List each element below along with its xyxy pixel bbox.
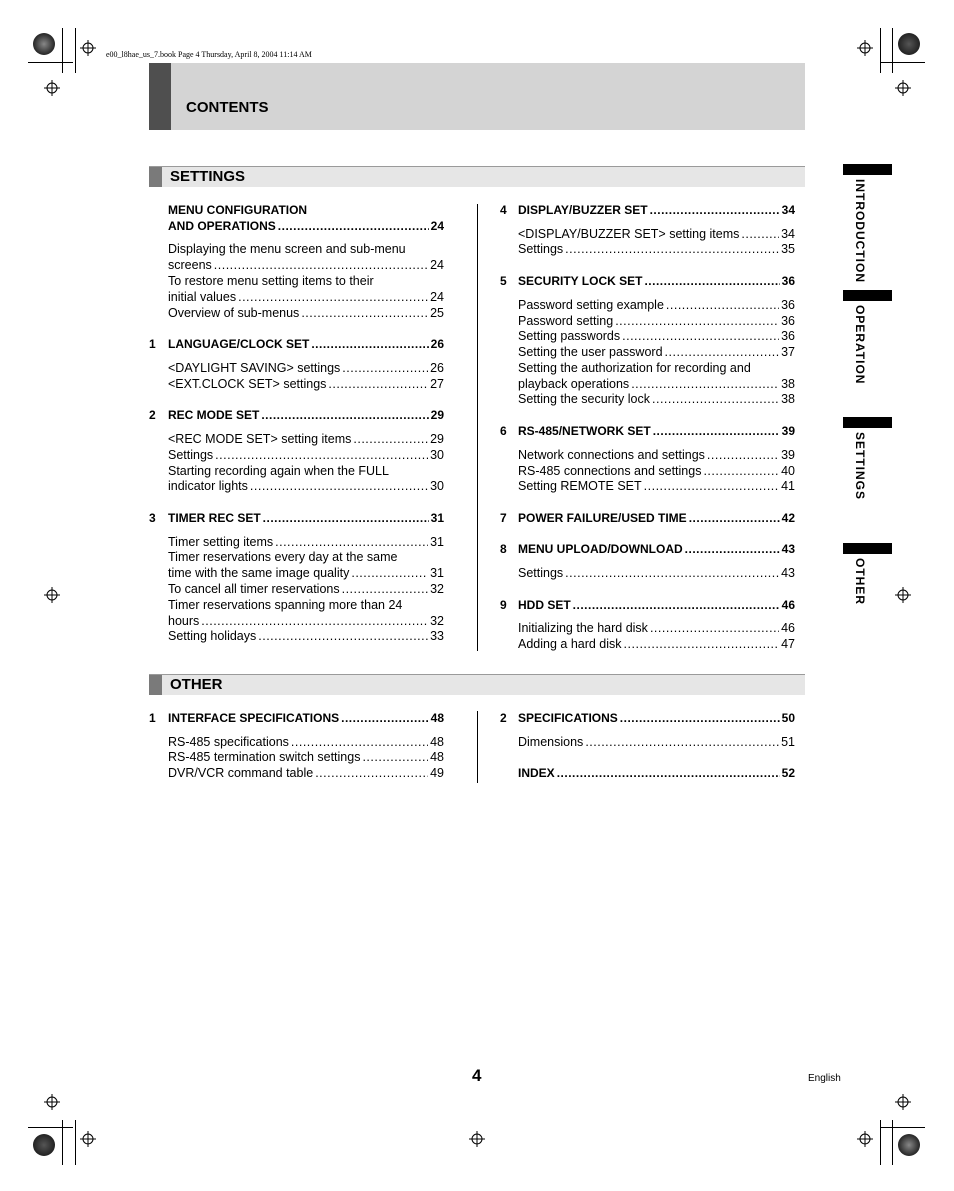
toc-page: 26 <box>430 361 444 375</box>
toc-leader <box>652 391 779 407</box>
toc-leader <box>301 305 428 321</box>
toc-item[interactable] <box>168 478 444 494</box>
toc-leader <box>275 534 428 550</box>
toc-page: 40 <box>781 464 795 478</box>
toc-leader <box>214 257 428 273</box>
chapter-number: 1 <box>149 337 156 351</box>
side-tab-marker <box>843 417 892 428</box>
toc-heading-specifications[interactable] <box>518 710 795 726</box>
crosshair-icon <box>895 80 911 96</box>
toc-item[interactable] <box>168 360 444 376</box>
toc-item[interactable]: Timer reservations every day at the same <box>168 550 398 564</box>
toc-item[interactable]: To restore menu setting items to their <box>168 274 374 288</box>
toc-text: hours <box>168 614 200 628</box>
toc-text: Setting REMOTE SET <box>518 479 642 493</box>
chapter-number: 8 <box>500 542 507 556</box>
toc-text: screens <box>168 258 212 272</box>
toc-page: 48 <box>430 735 444 749</box>
toc-page: 42 <box>781 511 795 525</box>
toc-page: 36 <box>781 274 795 288</box>
toc-text: Dimensions <box>518 735 584 749</box>
toc-page: 31 <box>430 511 444 525</box>
toc-text: Settings <box>168 448 214 462</box>
toc-text: SPECIFICATIONS <box>518 711 618 725</box>
toc-text: <DAYLIGHT SAVING> settings <box>168 361 341 375</box>
toc-heading-rs485-network[interactable] <box>518 423 795 439</box>
toc-leader <box>615 313 779 329</box>
toc-leader <box>644 273 779 289</box>
toc-text: TIMER REC SET <box>168 511 261 525</box>
section-bar-settings <box>149 166 805 187</box>
toc-leader <box>666 297 779 313</box>
toc-item[interactable]: Starting recording again when the FULL <box>168 464 389 478</box>
toc-text: <DISPLAY/BUZZER SET> setting items <box>518 227 740 241</box>
crosshair-icon <box>80 40 96 56</box>
toc-text: RS-485 specifications <box>168 735 289 749</box>
column-divider <box>477 711 478 783</box>
toc-item[interactable] <box>168 734 444 750</box>
toc-item[interactable]: Displaying the menu screen and sub-menu <box>168 242 406 256</box>
section-heading-settings: SETTINGS <box>170 168 246 185</box>
toc-text: Initializing the hard disk <box>518 621 648 635</box>
toc-page: 46 <box>781 598 795 612</box>
toc-text: Settings <box>518 566 564 580</box>
toc-text: RS-485 connections and settings <box>518 464 702 478</box>
toc-heading-interface-specs[interactable] <box>168 710 444 726</box>
toc-page: 32 <box>430 582 444 596</box>
column-divider <box>477 204 478 651</box>
toc-leader <box>201 613 428 629</box>
toc-leader <box>622 328 779 344</box>
toc-item[interactable] <box>518 328 795 344</box>
toc-leader <box>315 765 428 781</box>
toc-text: time with the same image quality <box>168 566 350 580</box>
side-tab-operation[interactable]: OPERATION <box>853 305 867 385</box>
toc-text: DVR/VCR command table <box>168 766 314 780</box>
toc-page: 52 <box>781 766 795 780</box>
toc-text: RS-485 termination switch settings <box>168 750 361 764</box>
toc-item[interactable] <box>168 534 444 550</box>
toc-leader <box>650 620 779 636</box>
toc-heading-menu-config-line2[interactable] <box>168 218 444 234</box>
toc-item[interactable] <box>518 344 795 360</box>
toc-heading-power-failure[interactable] <box>518 510 795 526</box>
toc-item[interactable] <box>168 289 444 305</box>
side-tab-marker <box>843 543 892 554</box>
toc-page: 34 <box>781 203 795 217</box>
toc-text: HDD SET <box>518 598 571 612</box>
crosshair-icon <box>469 1131 485 1147</box>
toc-leader <box>263 510 429 526</box>
toc-text: Overview of sub-menus <box>168 306 300 320</box>
toc-item[interactable] <box>518 241 795 257</box>
toc-text: Password setting <box>518 314 614 328</box>
toc-item[interactable] <box>168 257 444 273</box>
toc-leader <box>741 226 779 242</box>
toc-item[interactable] <box>518 313 795 329</box>
title-band <box>149 63 805 130</box>
section-bar-marker <box>149 675 162 695</box>
toc-page: 37 <box>781 345 795 359</box>
toc-item[interactable] <box>168 376 444 392</box>
toc-item[interactable] <box>518 734 795 750</box>
toc-page: 32 <box>430 614 444 628</box>
crosshair-icon <box>857 40 873 56</box>
toc-page: 36 <box>781 329 795 343</box>
toc-leader <box>653 423 780 439</box>
toc-heading-menu-config[interactable]: MENU CONFIGURATION <box>168 203 308 217</box>
crosshair-icon <box>80 1131 96 1147</box>
toc-leader <box>351 565 428 581</box>
toc-heading-display-buzzer[interactable] <box>518 202 795 218</box>
toc-item[interactable] <box>518 463 795 479</box>
crosshair-icon <box>44 80 60 96</box>
toc-text: Setting holidays <box>168 629 257 643</box>
toc-leader <box>685 541 780 557</box>
toc-page: 36 <box>781 314 795 328</box>
toc-heading-timer-rec[interactable] <box>168 510 444 526</box>
toc-item[interactable] <box>518 297 795 313</box>
chapter-number: 7 <box>500 511 507 525</box>
toc-text: Network connections and settings <box>518 448 705 462</box>
toc-page: 33 <box>430 629 444 643</box>
page-title: CONTENTS <box>186 99 269 116</box>
toc-page: 25 <box>430 306 444 320</box>
toc-text: Setting the user password <box>518 345 663 359</box>
crosshair-icon <box>895 587 911 603</box>
chapter-number: 2 <box>500 711 507 725</box>
registration-circle-bottom-right <box>898 1134 920 1156</box>
toc-heading-menu-upload[interactable] <box>518 541 795 557</box>
toc-page: 31 <box>430 566 444 580</box>
toc-leader <box>631 376 779 392</box>
toc-heading-rec-mode[interactable] <box>168 407 444 423</box>
toc-item[interactable] <box>518 565 795 581</box>
toc-page: 38 <box>781 392 795 406</box>
toc-item[interactable] <box>168 749 444 765</box>
toc-item[interactable] <box>168 581 444 597</box>
toc-heading-hdd[interactable] <box>518 597 795 613</box>
toc-text: indicator lights <box>168 479 248 493</box>
toc-leader <box>565 241 779 257</box>
toc-text: To cancel all timer reservations <box>168 582 340 596</box>
toc-text: DISPLAY/BUZZER SET <box>518 203 648 217</box>
file-header: e00_l8hae_us_7.book Page 4 Thursday, April 8, 2004 11:14 AM <box>106 50 312 59</box>
toc-leader <box>328 376 428 392</box>
toc-text: INDEX <box>518 766 555 780</box>
chapter-number: 5 <box>500 274 507 288</box>
toc-page: 34 <box>781 227 795 241</box>
side-tab-marker <box>843 290 892 301</box>
toc-item[interactable]: Timer reservations spanning more than 24 <box>168 598 403 612</box>
registration-circle-bottom-left <box>33 1134 55 1156</box>
toc-leader <box>362 749 428 765</box>
toc-text: initial values <box>168 290 237 304</box>
side-tab-introduction[interactable]: INTRODUCTION <box>853 179 867 283</box>
toc-page: 47 <box>781 637 795 651</box>
toc-page: 24 <box>430 219 444 233</box>
toc-leader <box>650 202 780 218</box>
toc-page: 24 <box>430 290 444 304</box>
toc-leader <box>565 565 779 581</box>
toc-page: 36 <box>781 298 795 312</box>
toc-text: AND OPERATIONS <box>168 219 276 233</box>
toc-leader <box>353 431 428 447</box>
toc-item[interactable] <box>168 628 444 644</box>
toc-page: 48 <box>430 750 444 764</box>
toc-item[interactable] <box>518 391 795 407</box>
toc-leader <box>665 344 780 360</box>
chapter-number: 6 <box>500 424 507 438</box>
toc-page: 30 <box>430 448 444 462</box>
toc-page: 43 <box>781 542 795 556</box>
toc-item[interactable] <box>168 447 444 463</box>
toc-item[interactable] <box>168 565 444 581</box>
toc-item[interactable] <box>518 376 795 392</box>
toc-page: 26 <box>430 337 444 351</box>
crosshair-icon <box>895 1094 911 1110</box>
toc-page: 29 <box>430 408 444 422</box>
toc-heading-language-clock[interactable] <box>168 336 444 352</box>
toc-leader <box>278 218 429 234</box>
toc-page: 49 <box>430 766 444 780</box>
toc-page: 48 <box>430 711 444 725</box>
toc-page: 35 <box>781 242 795 256</box>
toc-text: REC MODE SET <box>168 408 260 422</box>
toc-text: Password setting example <box>518 298 664 312</box>
side-tab-other[interactable]: OTHER <box>853 558 867 605</box>
toc-heading-security-lock[interactable] <box>518 273 795 289</box>
toc-leader <box>341 710 429 726</box>
toc-leader <box>250 478 428 494</box>
toc-leader <box>620 710 780 726</box>
toc-leader <box>573 597 780 613</box>
toc-text: Adding a hard disk <box>518 637 622 651</box>
registration-circle-top-right <box>898 33 920 55</box>
toc-page: 51 <box>781 735 795 749</box>
toc-page: 41 <box>781 479 795 493</box>
toc-text: LANGUAGE/CLOCK SET <box>168 337 310 351</box>
side-tab-marker <box>843 164 892 175</box>
toc-leader <box>644 478 779 494</box>
toc-item[interactable] <box>168 613 444 629</box>
toc-leader <box>342 360 428 376</box>
toc-page: 29 <box>430 432 444 446</box>
toc-text: Setting passwords <box>518 329 621 343</box>
toc-text: MENU UPLOAD/DOWNLOAD <box>518 542 683 556</box>
toc-leader <box>238 289 428 305</box>
toc-leader <box>215 447 428 463</box>
section-bar-marker <box>149 167 162 187</box>
crosshair-icon <box>857 1131 873 1147</box>
chapter-number: 9 <box>500 598 507 612</box>
toc-leader <box>261 407 428 423</box>
toc-leader <box>624 636 780 652</box>
toc-page: 39 <box>781 424 795 438</box>
toc-item[interactable] <box>168 431 444 447</box>
language-label: English <box>808 1073 841 1084</box>
toc-item[interactable] <box>168 765 444 781</box>
crosshair-icon <box>44 587 60 603</box>
toc-text: playback operations <box>518 377 630 391</box>
toc-page: 27 <box>430 377 444 391</box>
toc-text: Setting the security lock <box>518 392 651 406</box>
toc-text: RS-485/NETWORK SET <box>518 424 651 438</box>
registration-circle-top-left <box>33 33 55 55</box>
toc-page: 43 <box>781 566 795 580</box>
toc-leader <box>342 581 428 597</box>
toc-leader <box>311 336 428 352</box>
toc-item[interactable] <box>518 478 795 494</box>
toc-page: 24 <box>430 258 444 272</box>
toc-page: 50 <box>781 711 795 725</box>
toc-text: SECURITY LOCK SET <box>518 274 643 288</box>
toc-page: 39 <box>781 448 795 462</box>
toc-leader <box>689 510 780 526</box>
toc-leader <box>258 628 428 644</box>
toc-leader <box>707 447 779 463</box>
toc-heading-index[interactable] <box>518 765 795 781</box>
section-bar-other <box>149 674 805 695</box>
chapter-number: 3 <box>149 511 156 525</box>
side-tab-settings[interactable]: SETTINGS <box>853 432 867 501</box>
chapter-number: 4 <box>500 203 507 217</box>
toc-item[interactable] <box>518 636 795 652</box>
chapter-number: 1 <box>149 711 156 725</box>
toc-text: <EXT.CLOCK SET> settings <box>168 377 327 391</box>
toc-page: 30 <box>430 479 444 493</box>
toc-page: 31 <box>430 535 444 549</box>
toc-text: <REC MODE SET> setting items <box>168 432 352 446</box>
page-number: 4 <box>472 1066 482 1085</box>
toc-text: Timer setting items <box>168 535 274 549</box>
toc-page: 46 <box>781 621 795 635</box>
toc-leader <box>585 734 779 750</box>
toc-item[interactable] <box>518 620 795 636</box>
toc-item[interactable] <box>168 305 444 321</box>
toc-text: INTERFACE SPECIFICATIONS <box>168 711 340 725</box>
title-band-accent <box>149 63 171 130</box>
toc-item[interactable] <box>518 447 795 463</box>
section-heading-other: OTHER <box>170 676 223 693</box>
toc-page: 38 <box>781 377 795 391</box>
toc-leader <box>291 734 428 750</box>
toc-item[interactable]: Setting the authorization for recording and <box>518 361 751 375</box>
toc-leader <box>557 765 780 781</box>
toc-text: POWER FAILURE/USED TIME <box>518 511 687 525</box>
toc-text: Settings <box>518 242 564 256</box>
toc-item[interactable] <box>518 226 795 242</box>
crosshair-icon <box>44 1094 60 1110</box>
toc-leader <box>703 463 779 479</box>
chapter-number: 2 <box>149 408 156 422</box>
